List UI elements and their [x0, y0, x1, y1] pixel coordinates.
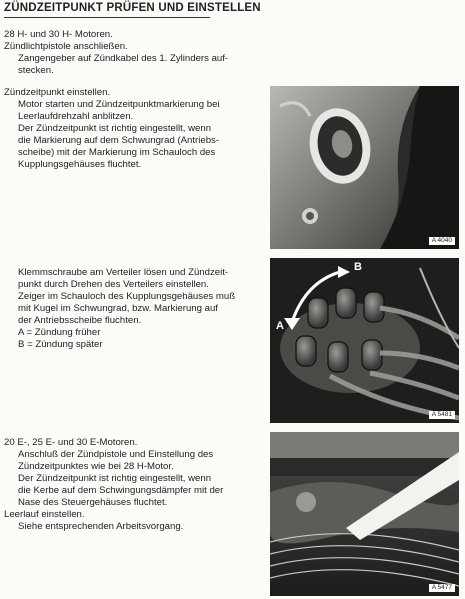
section4-line-3: Zündzeitpunktes wie bei 28 H-Motor. [18, 461, 174, 472]
arrow-label-a: A [276, 320, 284, 332]
section3-line-2: punkt durch Drehen des Verteilers einstellen. [18, 279, 209, 290]
section3-line-3: Zeiger im Schauloch des Kupplungsgehäuses muß [18, 291, 236, 302]
section2-line-3: Leerlaufdrehzahl anblitzen. [18, 111, 134, 122]
figure-reference-3: A 5477 [429, 584, 455, 592]
section4-line-2: Anschluß der Zündpistole und Einstellung des [18, 449, 214, 460]
section1-line-4: stecken. [18, 65, 54, 76]
section4-line-1: 20 E-, 25 E- und 30 E-Motoren. [4, 437, 138, 448]
section4-line-4: Der Zündzeitpunkt ist richtig eingestellt, wenn [18, 473, 212, 484]
figure-reference-1: A 4040 [429, 237, 455, 245]
section2-line-4: Der Zündzeitpunkt ist richtig eingestellt, wenn [18, 123, 212, 134]
flywheel-inspection-hole-photo [270, 86, 459, 249]
section4-line-8: Siehe entsprechenden Arbeitsvorgang. [18, 521, 184, 532]
section3-line-1: Klemmschraube am Verteiler lösen und Zündzeit- [18, 267, 229, 278]
section4-line-6: Nase des Steuergehäuses fluchtet. [18, 497, 168, 508]
figure-reference-2: A 5481 [429, 411, 455, 419]
page-title: ZÜNDZEITPUNKT PRÜFEN UND EINSTELLEN [4, 2, 261, 14]
section3-line-5: der Antriebsscheibe fluchten. [18, 315, 142, 326]
section3-line-7: B = Zündung später [18, 339, 103, 350]
section3-line-6: A = Zündung früher [18, 327, 101, 338]
section4-line-5: die Kerbe auf dem Schwingungsdämpfer mit der [18, 485, 224, 496]
arrow-label-b: B [354, 261, 362, 273]
section1-line-2: Zündlichtpistole anschließen. [4, 41, 128, 52]
section2-line-6: scheibe) mit der Markierung im Schauloch des [18, 147, 216, 158]
section2-line-5: die Markierung auf dem Schwungrad (Antriebs- [18, 135, 220, 146]
distributor-adjustment-photo [270, 258, 459, 423]
section3-line-4: mit Kugel im Schwungrad, bzw. Markierung auf [18, 303, 218, 314]
section2-line-1: Zündzeitpunkt einstellen. [4, 87, 111, 98]
section2-line-7: Kupplungsgehäuses fluchtet. [18, 159, 142, 170]
section1-line-3: Zangengeber auf Zündkabel des 1. Zylinders auf- [18, 53, 229, 64]
section4-line-7: Leerlauf einstellen. [4, 509, 85, 520]
section2-line-2: Motor starten und Zündzeitpunktmarkierung bei [18, 99, 220, 110]
title-underline [4, 17, 210, 18]
section1-line-1: 28 H- und 30 H- Motoren. [4, 29, 113, 40]
vibration-damper-timing-photo [270, 432, 459, 596]
